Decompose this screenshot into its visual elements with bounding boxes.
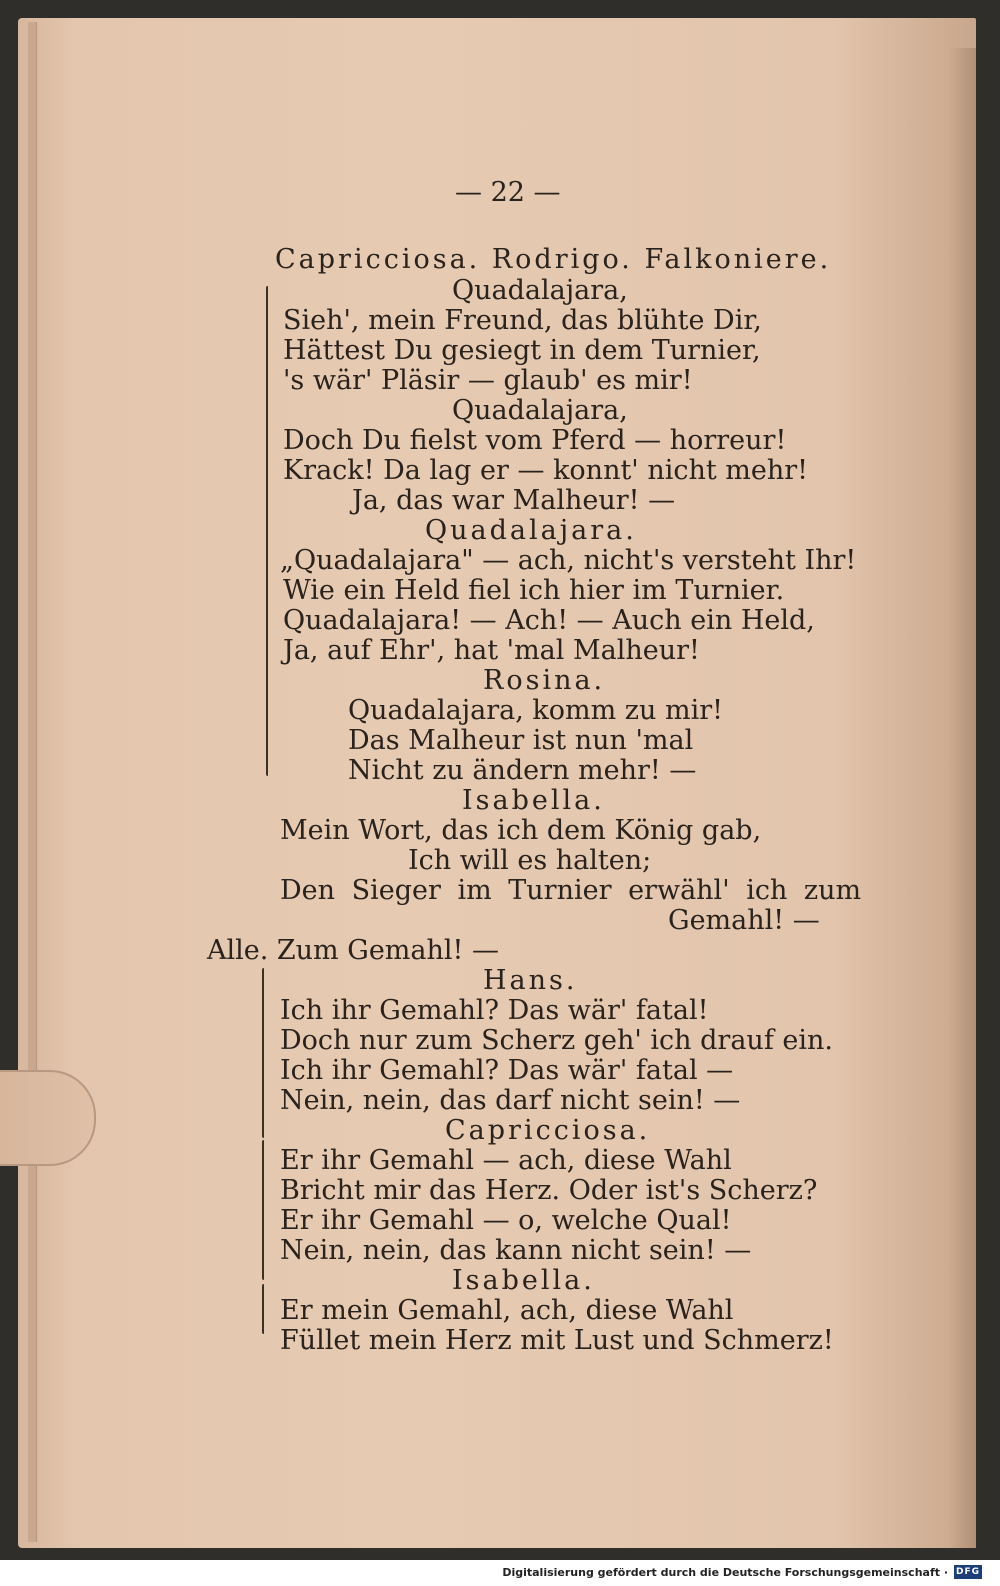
verse-line: Ja, das war Malheur! —	[352, 485, 676, 516]
verse-line: Sieh', mein Freund, das blühte Dir,	[283, 305, 762, 336]
verse-line: 's wär' Pläsir — glaub' es mir!	[283, 365, 693, 396]
verse-line: Ich will es halten;	[408, 845, 652, 876]
verse-line: Er ihr Gemahl — ach, diese Wahl	[280, 1145, 732, 1176]
verse-line: Doch nur zum Scherz geh' ich drauf ein.	[280, 1025, 833, 1056]
verse-line: Krack! Da lag er — konnt' nicht mehr!	[283, 455, 809, 486]
verse-line: Ja, auf Ehr', hat 'mal Malheur!	[283, 635, 700, 666]
verse-line: Das Malheur ist nun 'mal	[348, 725, 694, 756]
verse-line: Wie ein Held fiel ich hier im Turnier.	[283, 575, 785, 606]
verse-line: Bricht mir das Herz. Oder ist's Scherz?	[280, 1175, 818, 1206]
verse-line: Quadalajara,	[452, 275, 628, 306]
verse-line: Doch Du fielst vom Pferd — horreur!	[283, 425, 787, 456]
speaker-heading: Hans.	[483, 965, 578, 996]
verse-line: Quadalajara, komm zu mir!	[348, 695, 723, 726]
verse-line: „Quadalajara" — ach, nicht's versteht Ihr!	[280, 545, 857, 576]
verse-line: Quadalajara,	[452, 395, 628, 426]
verse-line: Quadalajara! — Ach! — Auch ein Held,	[283, 605, 815, 636]
verse-line: Mein Wort, das ich dem König gab,	[280, 815, 762, 846]
speaker-heading: Isabella.	[452, 1265, 595, 1296]
verse-line: Nein, nein, das kann nicht sein! —	[280, 1235, 752, 1266]
verse-line: Er mein Gemahl, ach, diese Wahl	[280, 1295, 734, 1326]
page-number: — 22 —	[455, 177, 561, 208]
speaker-heading: Capricciosa. Rodrigo. Falkoniere.	[275, 244, 832, 275]
verse-line: Den Sieger im Turnier erwähl' ich zum	[280, 875, 862, 906]
ensemble-brace	[262, 1284, 264, 1334]
speaker-heading: Rosina.	[483, 665, 606, 696]
verse-line: Füllet mein Herz mit Lust und Schmerz!	[280, 1325, 834, 1356]
verse-line: Er ihr Gemahl — o, welche Qual!	[280, 1205, 732, 1236]
verse-line: Gemahl! —	[668, 905, 820, 936]
ensemble-brace	[262, 1140, 264, 1280]
funding-credit: Digitalisierung gefördert durch die Deutsche Forschungsgemeinschaft ·	[502, 1566, 948, 1579]
verse-line: Ich ihr Gemahl? Das wär' fatal —	[280, 1055, 734, 1086]
dfg-logo: DFG	[955, 1567, 980, 1577]
verse-line: Nicht zu ändern mehr! —	[348, 755, 697, 786]
speaker-heading: Capricciosa.	[445, 1115, 651, 1146]
speaker-heading: Isabella.	[462, 785, 605, 816]
verse-line: Hättest Du gesiegt in dem Turnier,	[283, 335, 761, 366]
verse-line: Ich ihr Gemahl? Das wär' fatal!	[280, 995, 709, 1026]
digitization-footer	[0, 1560, 1000, 1586]
chorus-line: Alle. Zum Gemahl! —	[207, 935, 499, 966]
verse-line: Nein, nein, das darf nicht sein! —	[280, 1085, 741, 1116]
ensemble-brace	[266, 286, 268, 776]
verse-line: Quadalajara.	[425, 515, 637, 546]
ensemble-brace	[262, 968, 264, 1138]
